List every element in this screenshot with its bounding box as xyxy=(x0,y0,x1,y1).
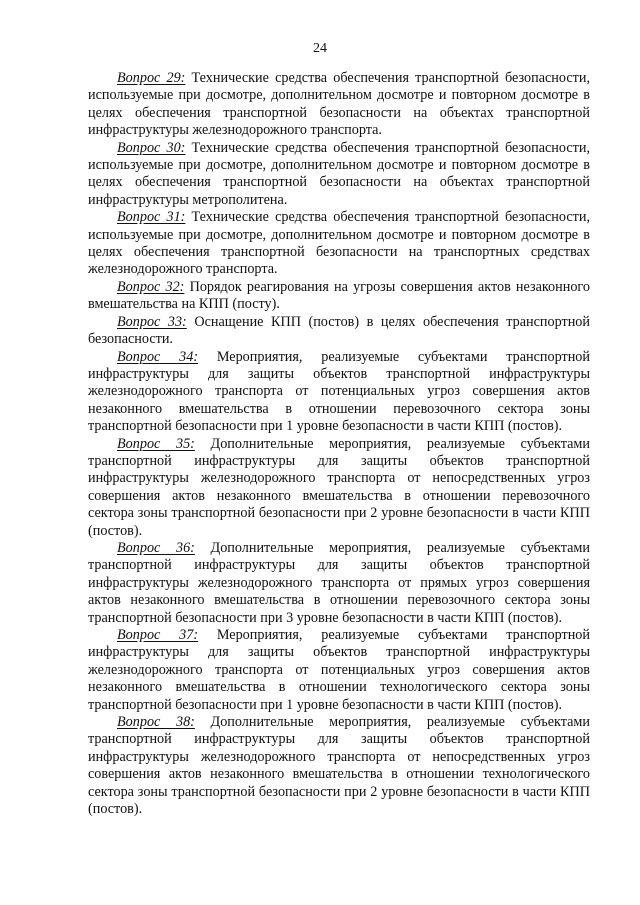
question-30 xyxy=(88,140,590,210)
question-29 xyxy=(88,70,590,140)
question-label: Вопрос 29: xyxy=(117,70,186,86)
question-text: Оснащение КПП (постов) в целях обеспечения транспортной безопасности. xyxy=(88,313,590,348)
question-label: Вопрос 32: xyxy=(117,278,185,295)
question-text: Технические средства обеспечения транспортной безопасности, используемые при досмотре, дополнительном досмотре и повторном досмотре в целях обеспечения транспортной безопасности на объектах транспортной инфраструктуры метрополитена. xyxy=(88,139,590,208)
question-text: Мероприятия, реализуемые субъектами транспортной инфраструктуры для защиты объектов транспортной инфраструктуры железнодорожного транспорта от потенциальных угроз совершения актов незаконного вмешательства в отношении перевозочного сектора зоны транспортной безопасности при 1 уровне безопасности в части КПП (постов). xyxy=(88,348,590,435)
question-label: Вопрос 38: xyxy=(117,714,195,731)
question-33 xyxy=(88,314,590,349)
question-text: Дополнительные мероприятия, реализуемые субъектами транспортной инфраструктуры для защиты объектов транспортной инфраструктуры железнодорожного транспорта от непосредственных угроз совершения актов незаконного вмешательства в отношении перевозочного сектора зоны транспортной безопасности при 2 уровне безопасности в части КПП (постов). xyxy=(88,435,590,539)
question-label: Вопрос 33: xyxy=(117,313,187,330)
question-text: Технические средства обеспечения транспортной безопасности, используемые при досмотре, дополнительном досмотре и повторном досмотре в целях обеспечения транспортной безопасности на объектах транспортной инфраструктуры железнодорожного транспорта. xyxy=(88,70,590,139)
question-31 xyxy=(88,209,590,279)
question-37 xyxy=(88,627,590,714)
question-text: Дополнительные мероприятия, реализуемые субъектами транспортной инфраструктуры для защиты объектов транспортной инфраструктуры железнодорожного транспорта от прямых угроз совершения актов незаконного вмешательства в отношении перевозочного сектора зоны транспортной безопасности при 3 уровне безопасности в части КПП (постов). xyxy=(88,539,590,626)
question-label: Вопрос 31: xyxy=(117,209,186,226)
question-34 xyxy=(88,349,590,436)
question-label: Вопрос 36: xyxy=(117,539,195,556)
question-label: Вопрос 37: xyxy=(117,627,199,643)
page-number: 24 xyxy=(313,41,327,56)
question-text: Технические средства обеспечения транспортной безопасности, используемые при досмотре, дополнительном досмотре и повторном досмотре в целях обеспечения транспортной безопасности на транспортных средствах железнодорожного транспорта. xyxy=(88,209,590,278)
question-text: Мероприятия, реализуемые субъектами транспортной инфраструктуры для защиты объектов транспортной инфраструктуры железнодорожного транспорта от потенциальных угроз совершения актов незаконного вмешательства в отношении технологического сектора зоны транспортной безопасности при 1 уровне безопасности в части КПП (постов). xyxy=(88,627,590,713)
question-32 xyxy=(88,279,590,314)
question-38 xyxy=(88,714,590,818)
question-text: Порядок реагирования на угрозы совершения актов незаконного вмешательства на КПП (посту). xyxy=(88,278,590,313)
question-list xyxy=(88,70,590,818)
question-label: Вопрос 34: xyxy=(117,348,199,365)
question-label: Вопрос 30: xyxy=(117,139,186,156)
question-text: Дополнительные мероприятия, реализуемые субъектами транспортной инфраструктуры для защиты объектов транспортной инфраструктуры железнодорожного транспорта от непосредственных угроз совершения актов незаконного вмешательства в отношении технологического сектора зоны транспортной безопасности при 2 уровне безопасности в части КПП (постов). xyxy=(88,714,590,818)
question-35 xyxy=(88,436,590,540)
question-36 xyxy=(88,540,590,627)
question-label: Вопрос 35: xyxy=(117,435,195,452)
